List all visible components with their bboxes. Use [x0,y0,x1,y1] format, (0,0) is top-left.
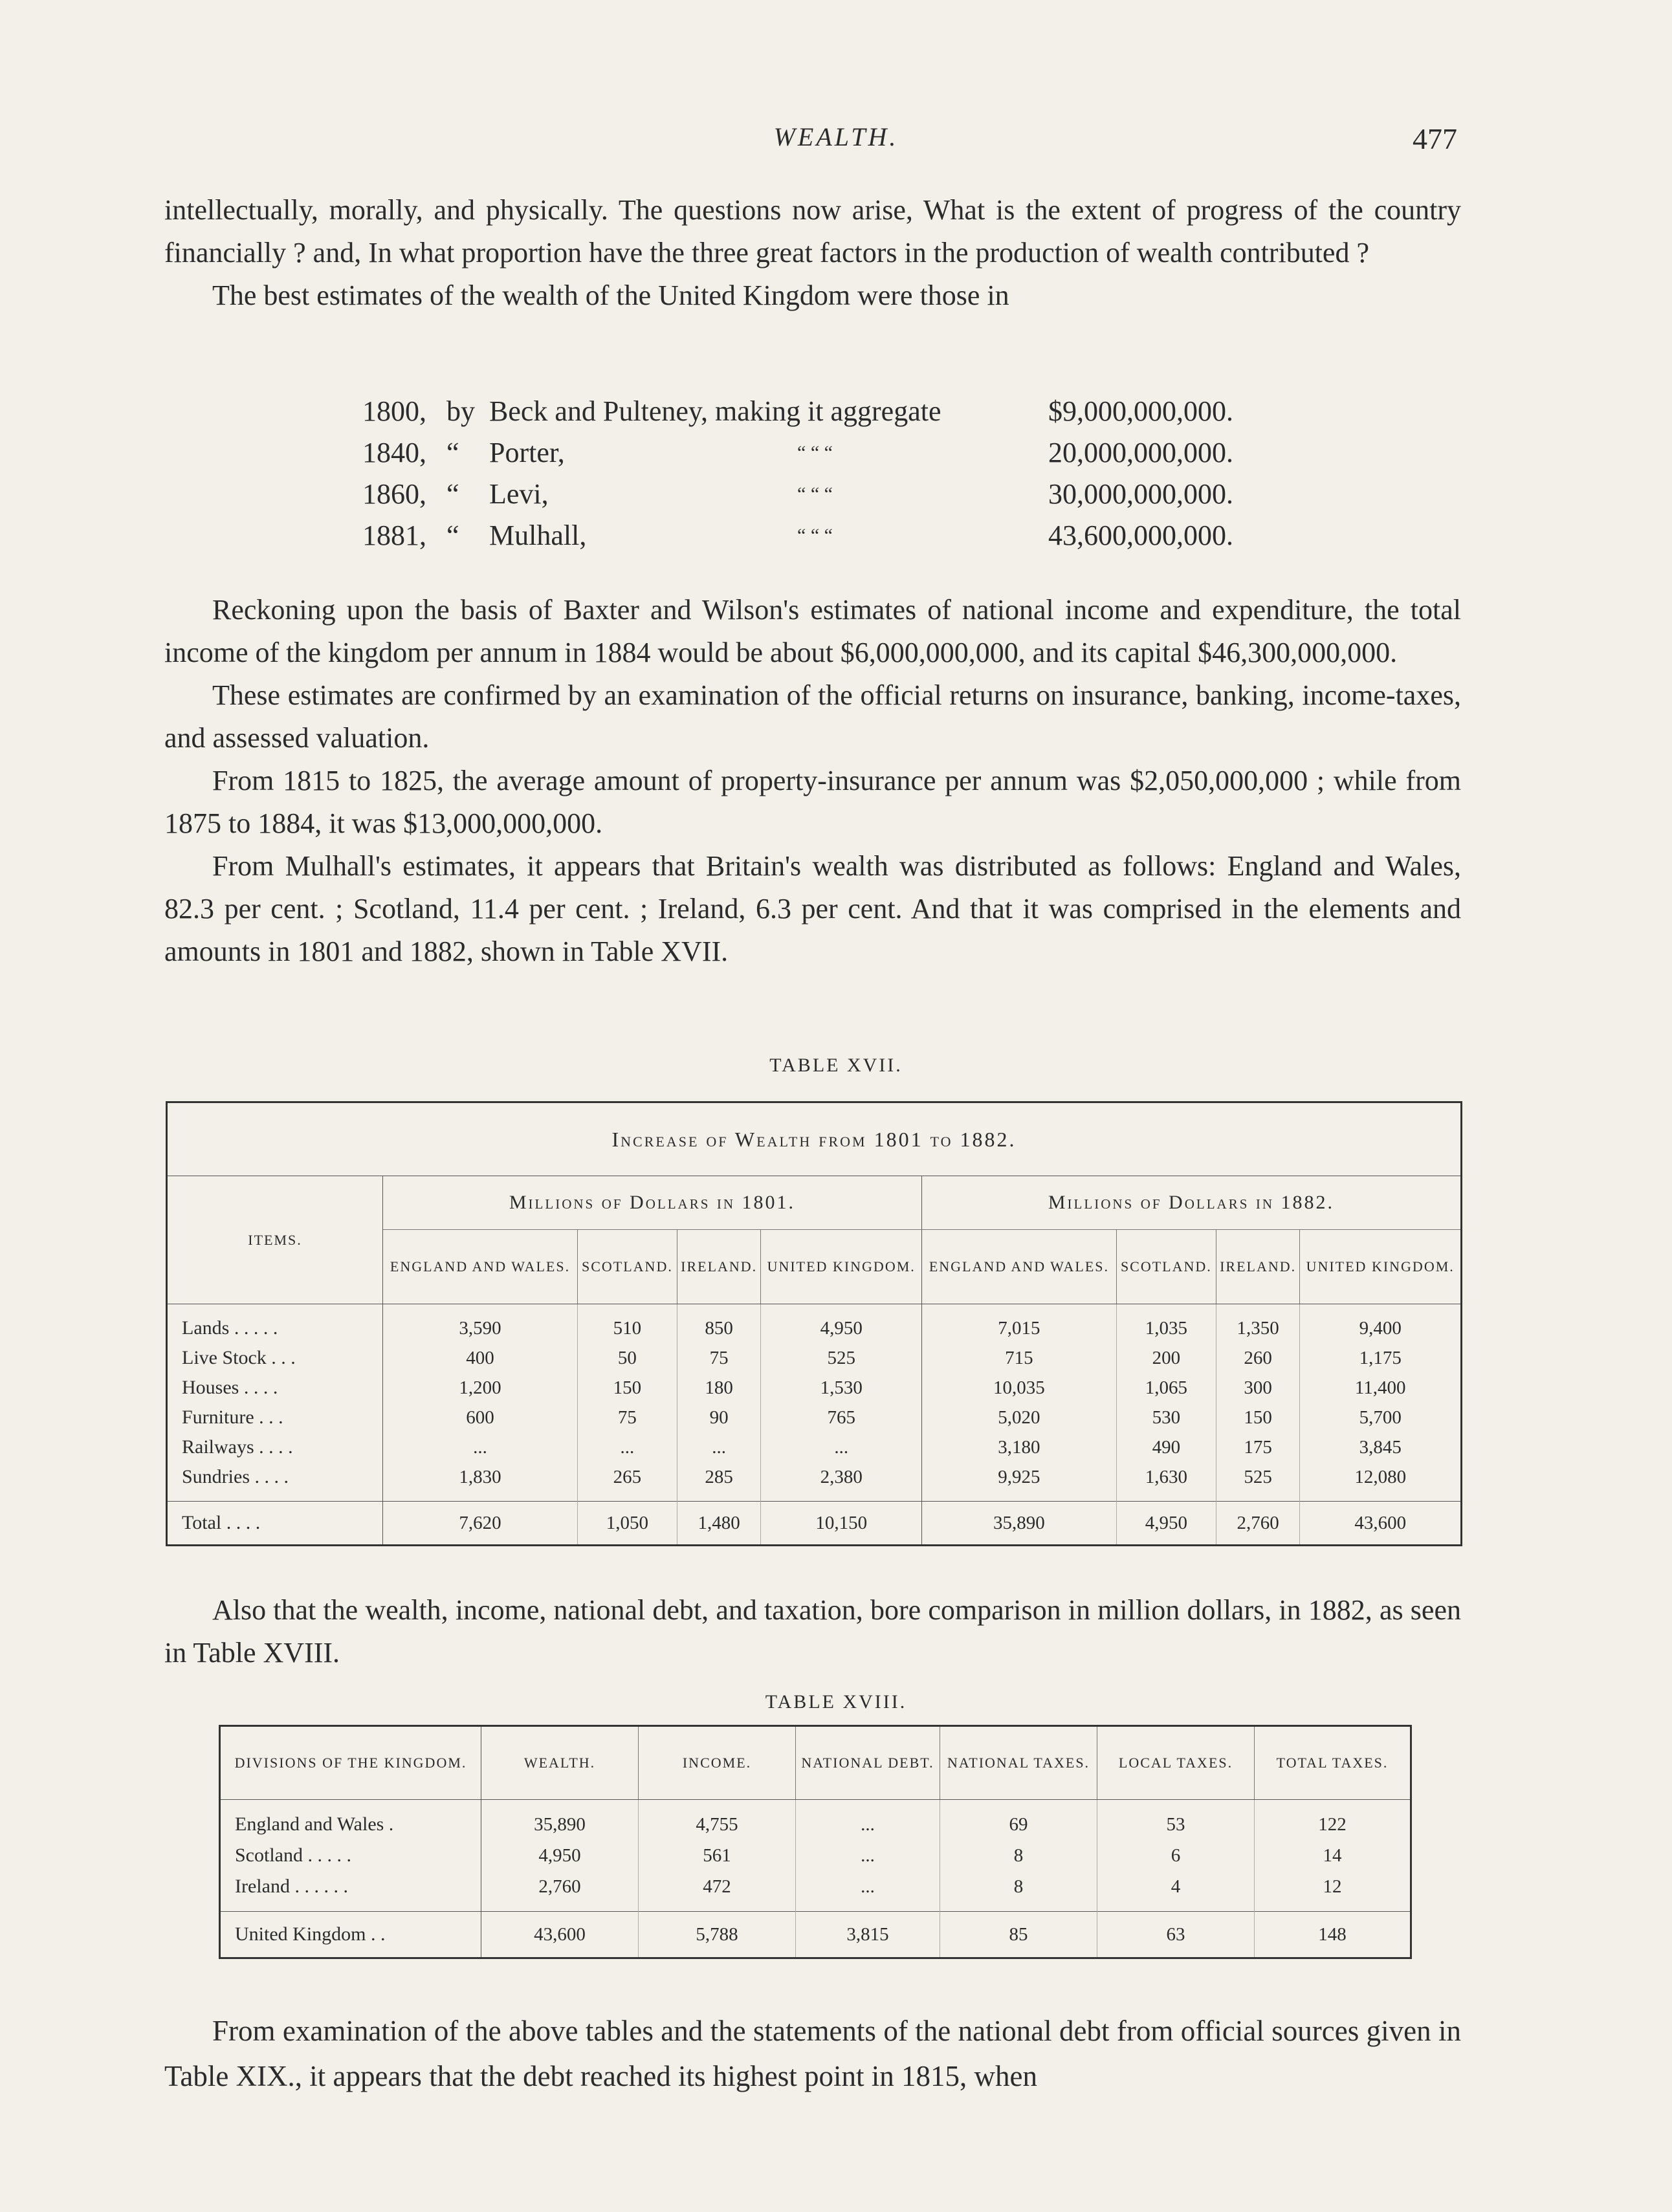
col-header: NATIONAL TAXES. [940,1726,1097,1800]
estimate-year: 1840, [362,437,426,468]
text-block-1 [164,189,1461,317]
table-cell: 4,950 [1116,1502,1216,1546]
table-cell: 35,890 [921,1502,1116,1546]
table-17-caption: TABLE XVII. [769,1055,903,1076]
table-cell: 3,815 [796,1912,940,1958]
estimate-ditto: “ “ “ [797,525,833,546]
table-cell: 3,180 [921,1432,1116,1462]
table-cell: ... [677,1432,761,1462]
table-row [167,1462,1462,1502]
row-label: Lands . . . . . [167,1304,383,1344]
table-cell: 200 [1116,1343,1216,1373]
table-row [220,1800,1411,1841]
col-header: UNITED KINGDOM. [1300,1230,1462,1304]
table-cell: 1,050 [577,1502,677,1546]
row-label: Ireland . . . . . . [220,1871,481,1912]
table-cell: 148 [1255,1912,1411,1958]
table-cell: 4,950 [761,1304,922,1344]
table-cell: 4 [1097,1871,1255,1912]
table-row [167,1304,1462,1344]
total-row [220,1912,1411,1958]
estimate-name: Levi, [489,478,549,510]
table-cell: 525 [761,1343,922,1373]
total-row [167,1502,1462,1546]
table-cell: 7,620 [383,1502,578,1546]
table-cell: 2,760 [1216,1502,1300,1546]
items-header: ITEMS. [167,1176,383,1304]
table-cell: 9,400 [1359,1317,1402,1339]
estimate-amount: $9,000,000,000. [1048,395,1233,427]
col-header: NATIONAL DEBT. [796,1726,940,1800]
row-label: Scotland . . . . . [220,1840,481,1871]
table-cell: 530 [1116,1403,1216,1432]
estimate-year: 1800, [362,395,426,427]
table-cell: 7,015 [921,1304,1116,1344]
table-cell: 11,400 [1354,1377,1406,1398]
row-label: England and Wales . [220,1800,481,1841]
estimate-ditto: “ “ “ [797,442,833,463]
paragraph-5: From 1815 to 1825, the average amount of property-insurance per annum was $2,050,000,000 ; while from 1875 to 1884, it was $13,000,000,000. [164,765,1461,839]
table-cell: 12,080 [1354,1466,1407,1487]
col-header: DIVISIONS OF THE KINGDOM. [220,1726,481,1800]
estimate-row [362,432,1268,474]
table-cell: 75 [677,1343,761,1373]
table-cell: 53 [1097,1800,1255,1841]
col-header: WEALTH. [481,1726,639,1800]
estimate-amount: 43,600,000,000. [1048,520,1233,551]
estimate-name: Mulhall, [489,520,587,551]
row-label: Live Stock . . . [167,1343,383,1373]
table-cell: 4,950 [481,1840,639,1871]
col-header: ENGLAND AND WALES. [383,1230,578,1304]
table-cell: 715 [921,1343,1116,1373]
table-cell: 90 [677,1403,761,1432]
paragraph-7: Also that the wealth, income, national debt, and taxation, bore comparison in million dollars, in 1882, as seen in Table XVIII. [164,1594,1461,1669]
table-cell: ... [577,1432,677,1462]
estimate-name: Porter, [489,437,565,468]
table-title-row [167,1102,1462,1176]
col-header: IRELAND. [1216,1230,1300,1304]
table-cell: 1,830 [383,1462,578,1502]
paragraph-8: From examination of the above tables and the statements of the national debt from official sources given in Table XIX., it appears that the debt reached its highest point in 1815, when [164,2015,1461,2092]
table-cell: 1,480 [677,1502,761,1546]
table-cell: 63 [1097,1912,1255,1958]
table-cell: 50 [577,1343,677,1373]
row-label: United Kingdom . . [220,1912,481,1958]
table-cell: 4,755 [639,1800,796,1841]
col-header: ENGLAND AND WALES. [921,1230,1116,1304]
table-header-row [220,1726,1411,1800]
table-cell: 122 [1318,1813,1347,1835]
table-cell: ... [383,1432,578,1462]
row-label: Railways . . . . [167,1432,383,1462]
table-row [220,1840,1411,1871]
table-cell: ... [761,1432,922,1462]
table-cell: 14 [1323,1845,1342,1866]
table-cell: 175 [1216,1432,1300,1462]
estimate-year: 1881, [362,520,426,551]
paragraph-3: Reckoning upon the basis of Baxter and Wilson's estimates of national income and expenditure, the total income of the kingdom per annum in 1884 would be about $6,000,000,000, and its capital $46,300,000,000. [164,594,1461,668]
col-header: TOTAL TAXES. [1255,1726,1411,1800]
col-header: SCOTLAND. [1116,1230,1216,1304]
col-header: UNITED KINGDOM. [761,1230,922,1304]
table-cell: 5,788 [639,1912,796,1958]
table-cell: 8 [940,1840,1097,1871]
table-17-body [167,1304,1462,1546]
table-cell: 5,020 [921,1403,1116,1432]
estimate-row [362,515,1268,556]
table-cell: 75 [577,1403,677,1432]
table-cell: 43,600 [481,1912,639,1958]
table-cell: 265 [577,1462,677,1502]
col-header: LOCAL TAXES. [1097,1726,1255,1800]
estimate-by: “ [446,437,459,468]
paragraph-1: intellectually, morally, and physically. The questions now arise, What is the extent of progress of the country financially ? and, In what proportion have the three great factors in the production of wealth contributed ? [164,194,1461,268]
col-header: INCOME. [639,1726,796,1800]
table-cell: 10,150 [761,1502,922,1546]
estimate-row [362,474,1268,515]
table-18-caption: TABLE XVIII. [765,1691,907,1713]
table-cell: 561 [639,1840,796,1871]
row-label: Furniture . . . [167,1403,383,1432]
table-cell: 2,760 [481,1871,639,1912]
estimate-by: “ [446,520,459,551]
table-cell: 150 [577,1373,677,1403]
table-cell: 10,035 [921,1373,1116,1403]
table-cell: 510 [577,1304,677,1344]
table-cell: 5,700 [1359,1407,1402,1428]
page-number: 477 [1413,122,1457,155]
table-row [167,1432,1462,1462]
table-18-body [220,1800,1411,1958]
estimate-year: 1860, [362,478,426,510]
table-row [167,1343,1462,1373]
group-1801-header: Millions of Dollars in 1801. [383,1176,922,1230]
table-cell: 472 [639,1871,796,1912]
table-17 [166,1101,1462,1546]
table-cell: 9,925 [921,1462,1116,1502]
table-cell: 490 [1116,1432,1216,1462]
paragraph-6: From Mulhall's estimates, it appears that Britain's wealth was distributed as follows: England and Wales, 82.3 per cent. ; Scotland, 11.4 per cent. ; Ireland, 6.3 per cent. And that it was comprised in the elements and amounts in 1801 and 1882, shown in Table XVII. [164,850,1461,967]
row-label: Sundries . . . . [167,1462,383,1502]
table-cell: 765 [761,1403,922,1432]
table-cell: 180 [677,1373,761,1403]
table-cell: 1,200 [383,1373,578,1403]
table-cell: ... [796,1840,940,1871]
col-header: IRELAND. [677,1230,761,1304]
estimate-by: by [446,395,475,427]
table-cell: 3,845 [1359,1436,1402,1458]
table-cell: ... [796,1871,940,1912]
table-cell: 260 [1216,1343,1300,1373]
table-cell: ... [796,1800,940,1841]
table-row [220,1871,1411,1912]
col-header: SCOTLAND. [577,1230,677,1304]
table-cell: 3,590 [383,1304,578,1344]
estimate-ditto: “ “ “ [797,483,833,505]
estimates-list [362,391,1268,556]
table-cell: 1,630 [1116,1462,1216,1502]
paragraph-4: These estimates are confirmed by an examination of the official returns on insurance, banking, income-taxes, and assessed valuation. [164,679,1461,754]
text-block-3 [164,1589,1461,1674]
text-block-2 [164,589,1461,973]
table-cell: 1,035 [1116,1304,1216,1344]
estimate-row [362,391,1268,432]
table-row [167,1373,1462,1403]
estimate-name: Beck and Pulteney, making it aggregate [489,395,941,427]
estimate-amount: 30,000,000,000. [1048,478,1233,510]
table-cell: 400 [383,1343,578,1373]
table-cell: 285 [677,1462,761,1502]
row-label: Total . . . . [167,1502,383,1546]
table-cell: 525 [1216,1462,1300,1502]
table-cell: 69 [940,1800,1097,1841]
table-cell: 1,065 [1116,1373,1216,1403]
table-cell: 1,350 [1216,1304,1300,1344]
text-block-4 [164,2008,1461,2099]
table-header-row [167,1176,1462,1230]
row-label: Houses . . . . [167,1373,383,1403]
table-cell: 300 [1216,1373,1300,1403]
table-18 [219,1725,1412,1959]
running-title: WEALTH. [773,122,899,151]
paragraph-2: The best estimates of the wealth of the United Kingdom were those in [212,279,1009,311]
group-1882-header: Millions of Dollars in 1882. [921,1176,1461,1230]
table-17-title: Increase of Wealth from 1801 to 1882. [167,1102,1462,1176]
table-cell: 35,890 [481,1800,639,1841]
table-cell: 1,530 [761,1373,922,1403]
table-cell: 850 [677,1304,761,1344]
table-cell: 12 [1323,1876,1342,1897]
table-cell: 150 [1216,1403,1300,1432]
table-cell: 6 [1097,1840,1255,1871]
table-cell: 43,600 [1300,1502,1462,1546]
estimate-amount: 20,000,000,000. [1048,437,1233,468]
table-cell: 600 [383,1403,578,1432]
table-cell: 8 [940,1871,1097,1912]
running-header [0,122,1672,160]
table-cell: 2,380 [761,1462,922,1502]
estimate-by: “ [446,478,459,510]
table-cell: 1,175 [1359,1347,1402,1368]
table-cell: 85 [940,1912,1097,1958]
table-row [167,1403,1462,1432]
